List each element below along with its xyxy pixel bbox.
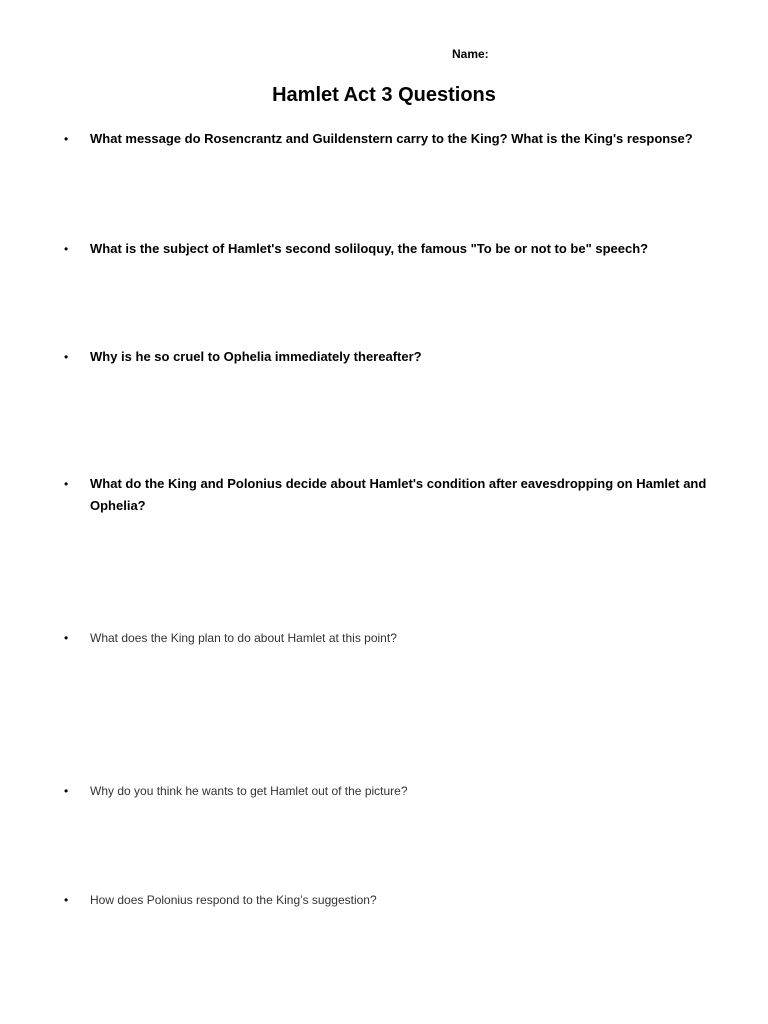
bullet-icon: • [64,477,69,491]
question-item [64,780,714,802]
bullet-icon: • [64,893,69,907]
bullet-icon: • [64,631,69,645]
page-title: Hamlet Act 3 Questions [272,84,496,106]
question-text: What message do Rosencrantz and Guildenstern carry to the King? What is the King's response? [90,131,693,146]
question-item [64,128,714,150]
bullet-icon: • [64,784,69,798]
question-text: How does Polonius respond to the King’s suggestion? [90,893,377,907]
question-item [64,238,714,260]
name-label: Name: [452,47,489,61]
question-item [64,346,714,368]
bullet-icon: • [64,132,69,146]
bullet-icon: • [64,242,69,256]
question-item [64,889,714,911]
question-text: What do the King and Polonius decide about Hamlet's condition after eavesdropping on Hamlet and Ophelia? [90,476,707,513]
question-text: What does the King plan to do about Hamlet at this point? [90,631,397,645]
question-item [64,473,714,517]
question-text: Why do you think he wants to get Hamlet out of the picture? [90,784,408,798]
bullet-icon: • [64,350,69,364]
question-item [64,627,714,649]
question-text: What is the subject of Hamlet's second soliloquy, the famous "To be or not to be" speech? [90,241,649,256]
question-text: Why is he so cruel to Ophelia immediately thereafter? [90,349,422,364]
